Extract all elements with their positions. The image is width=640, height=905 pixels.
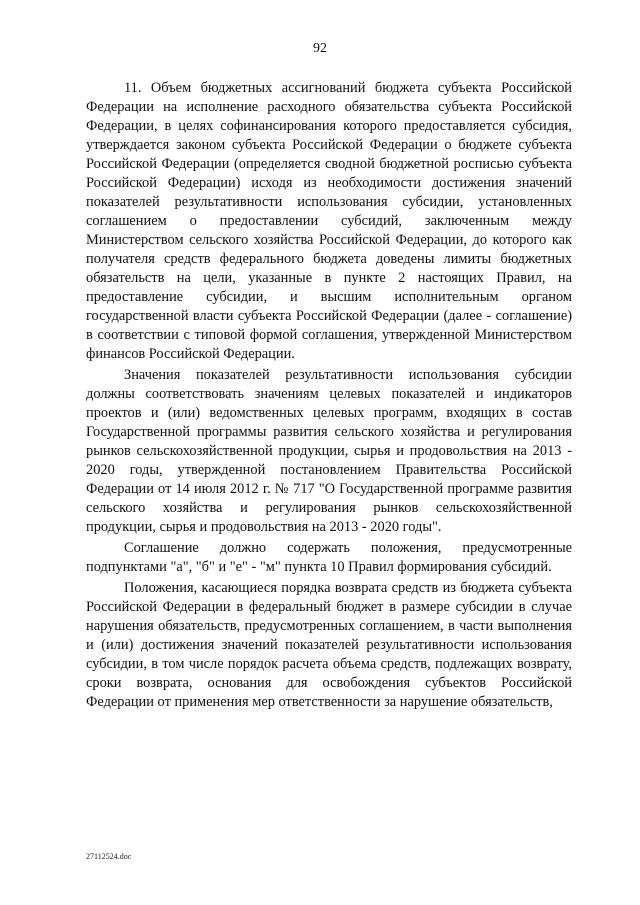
document-filename: 27112524.doc — [86, 852, 132, 861]
paragraph-budget-allocations: 11. Объем бюджетных ассигнований бюджета субъекта Российской Федерации на исполнение расходного обязательства субъекта Российской Федерации, в целях софинансирования которого предоставляется субсидия, утверждается законом субъекта Российской Федерации о бюджете субъекта Российской Федерации (определяется сводной бюджетной росписью субъекта Российской Федерации) исходя из необходимости достижения значений показателей результативности использования субсидии, установленных соглашением о предоставлении субсидий, заключенным между Министерством сельского хозяйства Российской Федерации, до которого как получателя средств федерального бюджета доведены лимиты бюджетных обязательств на цели, указанные в пункте 2 настоящих Правил, на предоставление субсидии, и высшим исполнительным органом государственной власти субъекта Российской Федерации (далее - соглашение) в соответствии с типовой формой соглашения, утвержденной Министерством финансов Российской Федерации. — [86, 80, 572, 362]
page-number: 92 — [313, 41, 327, 56]
paragraph-agreement-provisions: Соглашение должно содержать положения, предусмотренные подпунктами "а", "б" и "е" - "м" пункта 10 Правил формирования субсидий. — [86, 540, 572, 575]
paragraph-indicator-values: Значения показателей результативности использования субсидии должны соответствовать значениям целевых показателей и индикаторов проектов и (или) ведомственных целевых программ, входящих в состав Государственной программы развития сельского хозяйства и регулирования рынков сельскохозяйственной продукции, сырья и продовольствия на 2013 - 2020 годы, утвержденной постановлением Правительства Российской Федерации от 14 июля 2012 г. № 717 "О Государственной программе развития сельского хозяйства и регулирования рынков сельскохозяйственной продукции, сырья и продовольствия на 2013 - 2020 годы". — [86, 367, 572, 535]
paragraph-refund-procedure: Положения, касающиеся порядка возврата средств из бюджета субъекта Российской Федерации в федеральный бюджет в размере субсидии в случае нарушения обязательств, предусмотренных соглашением, в части выполнения и (или) достижения значений показателей результативности использования субсидии, в том числе порядок расчета объема средств, подлежащих возврату, сроки возврата, основания для освобождения субъектов Российской Федерации от применения мер ответственности за нарушение обязательств, — [86, 580, 572, 710]
document-body — [86, 79, 572, 714]
